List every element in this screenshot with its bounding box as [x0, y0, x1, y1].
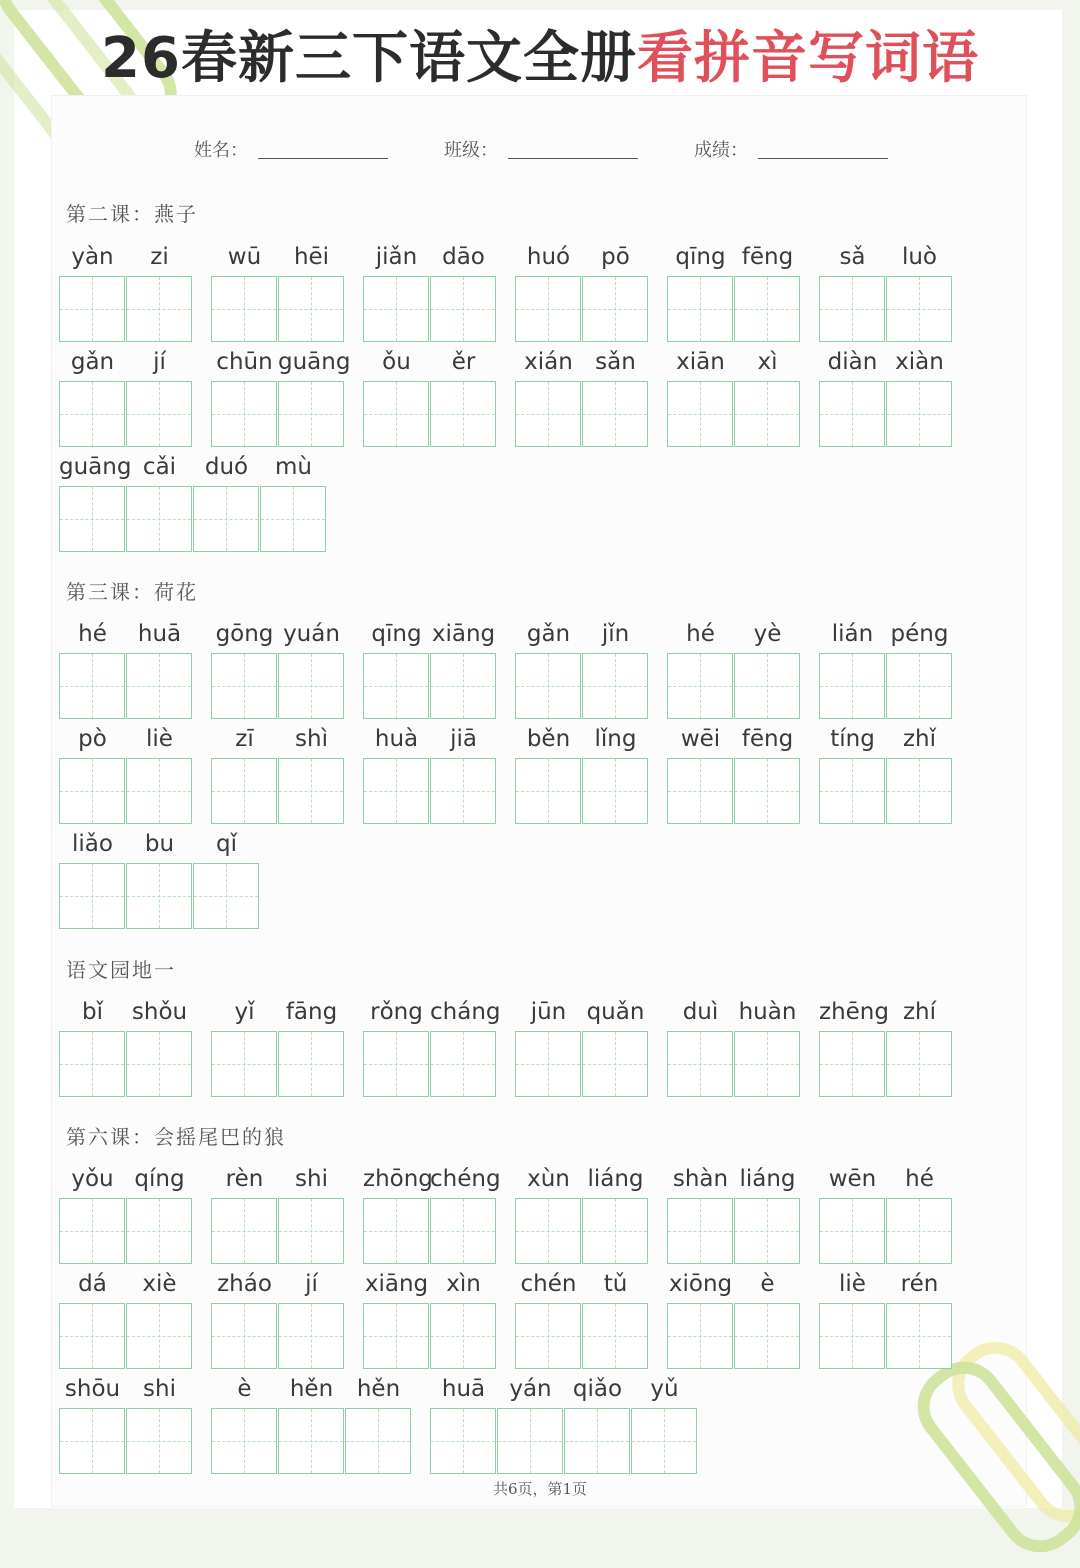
writing-grid-cell[interactable] [211, 276, 277, 342]
writing-grid-cell[interactable] [667, 1031, 733, 1097]
pinyin-label: huā [137, 621, 182, 647]
writing-grid-cell[interactable] [430, 1031, 496, 1097]
title-part-highlight: 看拼音写词语 [636, 26, 979, 91]
pinyin-label: diàn [827, 349, 878, 375]
pinyin-label: zī [235, 726, 254, 752]
writing-grid-cell[interactable] [59, 1031, 125, 1097]
writing-grid-cell[interactable] [59, 1303, 125, 1369]
writing-grid-cell[interactable] [126, 758, 192, 824]
writing-grid-cell[interactable] [667, 276, 733, 342]
writing-grid-cell[interactable] [260, 486, 326, 552]
writing-grid-cell[interactable] [667, 1303, 733, 1369]
writing-grid-cell[interactable] [734, 758, 800, 824]
writing-grid-cell[interactable] [886, 653, 952, 719]
pinyin-label: gōng [215, 621, 274, 647]
pinyin-label: jiā [450, 726, 477, 752]
writing-grid-cell[interactable] [278, 653, 344, 719]
writing-grid-cell[interactable] [886, 1303, 952, 1369]
pinyin-label: yán [509, 1376, 552, 1402]
writing-grid-cell[interactable] [886, 381, 952, 447]
pinyin-label: shōu [64, 1376, 121, 1402]
writing-grid-cell[interactable] [193, 486, 259, 552]
writing-grid-cell[interactable] [59, 653, 125, 719]
writing-grid-cell[interactable] [363, 653, 429, 719]
writing-grid-cell[interactable] [515, 1303, 581, 1369]
pinyin-label: quǎn [586, 999, 645, 1025]
pinyin-label: xì [757, 349, 778, 375]
pinyin-label: chūn [216, 349, 273, 375]
writing-grid-cell[interactable] [126, 486, 192, 552]
pinyin-label: liè [839, 1271, 866, 1297]
writing-grid-cell[interactable] [278, 381, 344, 447]
writing-grid-cell[interactable] [819, 758, 885, 824]
pinyin-label: shì [295, 726, 328, 752]
writing-grid-cell[interactable] [430, 381, 496, 447]
writing-grid-cell[interactable] [515, 381, 581, 447]
pinyin-label: zhí [902, 999, 937, 1025]
pinyin-label: sǎ [839, 244, 866, 270]
writing-grid-cell[interactable] [515, 758, 581, 824]
pinyin-label: qǐ [216, 831, 237, 857]
writing-grid-cell[interactable] [886, 1198, 952, 1264]
writing-grid-cell[interactable] [515, 1031, 581, 1097]
writing-grid-cell[interactable] [430, 758, 496, 824]
pinyin-label: yè [753, 621, 782, 647]
pinyin-label: běn [526, 726, 571, 752]
writing-grid-cell[interactable] [211, 381, 277, 447]
pinyin-label: xiāng [364, 1271, 429, 1297]
writing-grid-cell[interactable] [515, 276, 581, 342]
pinyin-label: cháng [430, 999, 501, 1025]
pinyin-label: xiōng [668, 1271, 733, 1297]
writing-grid-cell[interactable] [667, 758, 733, 824]
pinyin-label: rǒng [370, 999, 423, 1025]
pinyin-label: ěr [451, 349, 476, 375]
pinyin-label: xiāng [431, 621, 496, 647]
pinyin-label: huàn [738, 999, 797, 1025]
pinyin-label: chéng [430, 1166, 501, 1192]
writing-grid-cell[interactable] [819, 381, 885, 447]
score-blank-line[interactable] [758, 158, 888, 159]
pinyin-label: dá [78, 1271, 107, 1297]
writing-grid-cell[interactable] [278, 276, 344, 342]
writing-grid-cell[interactable] [886, 1031, 952, 1097]
pinyin-label: shǒu [131, 999, 188, 1025]
pinyin-label: chén [520, 1271, 577, 1297]
pinyin-label: jiǎn [375, 244, 418, 270]
pinyin-label: hēi [293, 244, 330, 270]
pinyin-label: hěn [289, 1376, 334, 1402]
writing-grid-cell[interactable] [59, 1198, 125, 1264]
writing-grid-cell[interactable] [582, 653, 648, 719]
writing-grid-cell[interactable] [582, 1198, 648, 1264]
writing-grid-cell[interactable] [363, 1303, 429, 1369]
pinyin-label: liǎo [72, 831, 113, 857]
writing-grid-cell[interactable] [345, 1408, 411, 1474]
writing-grid-cell[interactable] [631, 1408, 697, 1474]
writing-grid-cell[interactable] [819, 1031, 885, 1097]
writing-grid-cell[interactable] [193, 863, 259, 929]
writing-grid-cell[interactable] [211, 758, 277, 824]
writing-grid-cell[interactable] [126, 1031, 192, 1097]
writing-grid-cell[interactable] [126, 276, 192, 342]
writing-grid-cell[interactable] [430, 653, 496, 719]
writing-grid-cell[interactable] [126, 381, 192, 447]
writing-grid-cell[interactable] [582, 381, 648, 447]
pinyin-label: pò [78, 726, 107, 752]
writing-grid-cell[interactable] [734, 1198, 800, 1264]
pinyin-label: hé [78, 621, 107, 647]
writing-grid-cell[interactable] [734, 276, 800, 342]
pinyin-label: xìn [446, 1271, 481, 1297]
pinyin-label: fēng [741, 726, 794, 752]
pinyin-label: wēn [828, 1166, 877, 1192]
writing-grid-cell[interactable] [886, 276, 952, 342]
writing-grid-cell[interactable] [734, 1031, 800, 1097]
writing-grid-cell[interactable] [59, 1408, 125, 1474]
writing-grid-cell[interactable] [278, 1198, 344, 1264]
writing-grid-cell[interactable] [497, 1408, 563, 1474]
writing-grid-cell[interactable] [819, 1303, 885, 1369]
writing-grid-cell[interactable] [278, 1031, 344, 1097]
writing-grid-cell[interactable] [886, 758, 952, 824]
section-title: 第二课：燕子 [66, 202, 198, 226]
pinyin-label: gǎn [70, 349, 115, 375]
writing-grid-cell[interactable] [515, 1198, 581, 1264]
class-field [444, 136, 644, 166]
writing-grid-cell[interactable] [564, 1408, 630, 1474]
pinyin-label: yǐ [234, 999, 255, 1025]
pinyin-label: fāng [285, 999, 338, 1025]
pinyin-label: ǒu [382, 349, 411, 375]
pinyin-label: zháo [217, 1271, 272, 1297]
name-field [194, 136, 394, 166]
writing-grid-cell[interactable] [667, 653, 733, 719]
section-title: 语文园地一 [66, 958, 176, 982]
writing-grid-cell[interactable] [734, 1303, 800, 1369]
pinyin-label: bu [144, 831, 175, 857]
writing-grid-cell[interactable] [59, 758, 125, 824]
pinyin-label: liáng [739, 1166, 796, 1192]
pinyin-label: rén [900, 1271, 939, 1297]
pinyin-label: xiān [676, 349, 725, 375]
pinyin-label: mù [275, 454, 312, 480]
pinyin-label: xùn [527, 1166, 570, 1192]
score-field [694, 136, 894, 166]
pinyin-label: bǐ [82, 999, 103, 1025]
pinyin-label: lián [831, 621, 874, 647]
writing-grid-cell[interactable] [211, 1198, 277, 1264]
writing-grid-cell[interactable] [582, 276, 648, 342]
writing-grid-cell[interactable] [582, 1031, 648, 1097]
pinyin-label: hěn [356, 1376, 401, 1402]
pinyin-label: shi [143, 1376, 176, 1402]
name-label: 姓名： [194, 140, 248, 161]
pinyin-label: hé [686, 621, 715, 647]
pinyin-label: jí [153, 349, 166, 375]
pinyin-label: tǔ [603, 1271, 628, 1297]
section-title: 第三课：荷花 [66, 580, 198, 604]
page-title [0, 20, 1080, 98]
writing-grid-cell[interactable] [734, 381, 800, 447]
writing-grid-cell[interactable] [582, 1303, 648, 1369]
score-label: 成绩： [694, 140, 748, 161]
pinyin-label: yàn [71, 244, 114, 270]
pinyin-label: huā [441, 1376, 486, 1402]
writing-grid-cell[interactable] [430, 276, 496, 342]
writing-grid-cell[interactable] [278, 758, 344, 824]
pinyin-label: pō [601, 244, 630, 270]
writing-grid-cell[interactable] [363, 758, 429, 824]
writing-grid-cell[interactable] [126, 1408, 192, 1474]
writing-grid-cell[interactable] [734, 653, 800, 719]
pinyin-label: zhēng [819, 999, 889, 1025]
pinyin-label: è [760, 1271, 775, 1297]
pinyin-label: péng [890, 621, 949, 647]
pinyin-label: zi [150, 244, 169, 270]
pinyin-label: zhǐ [902, 726, 937, 752]
pinyin-label: huó [526, 244, 571, 270]
section-title: 第六课：会摇尾巴的狼 [66, 1125, 286, 1149]
pinyin-label: sǎn [595, 349, 636, 375]
writing-grid-cell[interactable] [59, 486, 125, 552]
pinyin-label: xiè [142, 1271, 177, 1297]
pinyin-label: wēi [680, 726, 721, 752]
pinyin-label: liáng [587, 1166, 644, 1192]
page-footer: 共6页，第1页 [492, 1480, 588, 1498]
writing-grid-cell[interactable] [126, 1303, 192, 1369]
writing-grid-cell[interactable] [819, 1198, 885, 1264]
writing-grid-cell[interactable] [667, 1198, 733, 1264]
writing-grid-cell[interactable] [211, 1408, 277, 1474]
pinyin-label: gǎn [526, 621, 571, 647]
pinyin-label: qiǎo [572, 1376, 623, 1402]
writing-grid-cell[interactable] [126, 653, 192, 719]
pinyin-label: hé [905, 1166, 934, 1192]
pinyin-label: zhōng [363, 1166, 433, 1192]
writing-grid-cell[interactable] [582, 758, 648, 824]
pinyin-label: xiàn [895, 349, 944, 375]
name-blank-line[interactable] [258, 158, 388, 159]
writing-grid-cell[interactable] [211, 653, 277, 719]
writing-grid-cell[interactable] [278, 1303, 344, 1369]
writing-grid-cell[interactable] [363, 381, 429, 447]
writing-grid-cell[interactable] [126, 1198, 192, 1264]
class-blank-line[interactable] [508, 158, 638, 159]
pinyin-label: luò [901, 244, 938, 270]
pinyin-label: shàn [672, 1166, 729, 1192]
pinyin-label: rèn [225, 1166, 264, 1192]
writing-grid-cell[interactable] [59, 863, 125, 929]
writing-grid-cell[interactable] [211, 1031, 277, 1097]
pinyin-label: jǐn [601, 621, 630, 647]
writing-grid-cell[interactable] [667, 381, 733, 447]
writing-grid-cell[interactable] [515, 653, 581, 719]
pinyin-label: tíng [830, 726, 875, 752]
writing-grid-cell[interactable] [430, 1198, 496, 1264]
writing-grid-cell[interactable] [59, 276, 125, 342]
writing-grid-cell[interactable] [211, 1303, 277, 1369]
writing-grid-cell[interactable] [278, 1408, 344, 1474]
pinyin-label: è [237, 1376, 252, 1402]
writing-grid-cell[interactable] [819, 276, 885, 342]
pinyin-label: jūn [530, 999, 567, 1025]
class-label: 班级： [444, 140, 498, 161]
pinyin-label: wū [227, 244, 262, 270]
writing-grid-cell[interactable] [126, 863, 192, 929]
writing-grid-cell[interactable] [363, 276, 429, 342]
writing-grid-cell[interactable] [819, 653, 885, 719]
pinyin-label: yǒu [71, 1166, 114, 1192]
pinyin-label: dāo [442, 244, 485, 270]
pinyin-label: qīng [371, 621, 422, 647]
pinyin-label: yuán [283, 621, 340, 647]
writing-grid-cell[interactable] [430, 1303, 496, 1369]
writing-grid-cell[interactable] [363, 1031, 429, 1097]
pinyin-label: yǔ [650, 1376, 679, 1402]
pinyin-label: liè [146, 726, 173, 752]
pinyin-label: cǎi [142, 454, 177, 480]
pinyin-label: fēng [741, 244, 794, 270]
pinyin-label: huà [374, 726, 419, 752]
pinyin-label: guāng [278, 349, 351, 375]
title-part-main: 26春新三下语文全册 [101, 26, 637, 91]
writing-grid-cell[interactable] [430, 1408, 496, 1474]
pinyin-label: qíng [134, 1166, 185, 1192]
pinyin-label: qīng [675, 244, 726, 270]
writing-grid-cell[interactable] [59, 381, 125, 447]
pinyin-label: shi [295, 1166, 328, 1192]
pinyin-label: lǐng [594, 726, 637, 752]
pinyin-label: guāng [59, 454, 132, 480]
pinyin-label: duó [204, 454, 249, 480]
pinyin-label: jí [305, 1271, 318, 1297]
writing-grid-cell[interactable] [363, 1198, 429, 1264]
pinyin-label: duì [682, 999, 719, 1025]
pinyin-label: xián [524, 349, 573, 375]
